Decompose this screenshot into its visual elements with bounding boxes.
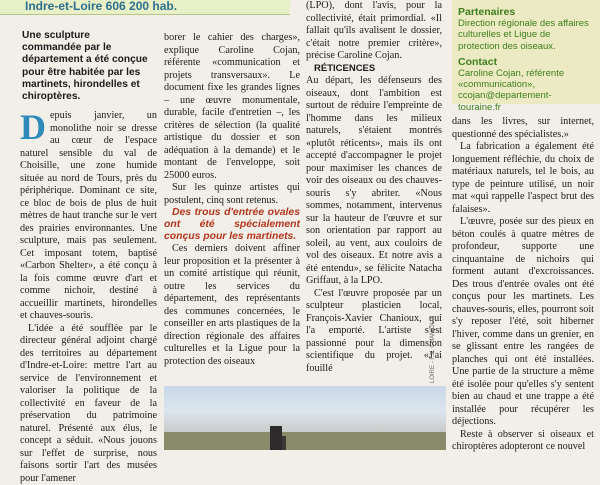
region-header-bar: [0, 0, 290, 15]
contact-title: Contact: [458, 56, 594, 68]
column4-paragraph: L'œuvre, posée sur des pieux en béton coulés à quatre mètres de profondeur, supporte une cinquantaine de nichoirs qui forment autant d'excroissances. Des trous d'entrée ovales ont été conçus pour les martinets. Les chauves-souris, elles, pourront soit s'y reposer l'été, soit hiberner l'hiver, comme dans un grenier, en se glissant entre les rangées de planches qui ont été installées. Une partie de la structure a même été isolée pour qu'elles s'y sentent bien au chaud et une trappe a été installée pour récupérer les déjections.: [452, 216, 594, 429]
drop-cap: D: [20, 112, 46, 142]
photo-totem: [270, 426, 282, 450]
article-column-3: [306, 0, 442, 375]
column2-paragraph: Sur les quinze artistes qui postulent, cinq sont retenus.: [164, 182, 300, 207]
article-column-1: [20, 110, 157, 485]
region-header-text: Indre-et-Loire 606 200 hab.: [25, 0, 177, 13]
partners-title: Partenaires: [458, 6, 594, 18]
article-lead: Une sculpture commandée par le département a été conçue pour être habitée par les martinets, hirondelles et chiroptères.: [22, 30, 150, 103]
totem-photo: [164, 386, 446, 450]
column3-paragraph: C'est l'œuvre proposée par un sculpteur plasticien local, François-Xavier Chanioux, qui l'a emporté. L'artiste s'est passionné pour la dimension scientifique du projet. «J'ai fouillé: [306, 288, 442, 376]
column3-paragraph: (LPO), dont l'avis, pour la collectivité, était primordial. «Il fallait qu'ils avalisent le dossier, c'était notre premier critère», précise Caroline Cojan.: [306, 0, 442, 63]
article-column-4: [452, 116, 594, 454]
pull-quote: Des trous d'entrée ovales ont été spécialement conçus pour les martinets.: [164, 207, 300, 243]
column3-paragraph: Au départ, les défenseurs des oiseaux, dont l'ambition est surtout de réduire l'empreinte de l'homme dans les milieux naturels, s'étaient montrés «plutôt réticents», mais ils ont accepté d'accompagner le projet pour maximiser les chances de voir des oiseaux ou des chauves-souris s'y abriter. «Nous sommes, notamment, intervenus sur la hauteur de l'œuvre et sur son orientation par rapport au soleil, au vent, aux couloirs de vol des oiseaux. Et notre avis a été entendu», se félicite Natacha Griffaut, à la LPO.: [306, 75, 442, 288]
column1-paragraph: L'idée a été soufflée par le directeur général adjoint chargé des territoires au département d'Indre-et-Loire: mettre l'art au service de l'environnement et valoriser la politique de la collectivité en faveur de la préservation du patrimoine naturel. Présenté aux élus, le concept a séduit. «Nous jouons sur l'effet de surprise, nous faisons sortir l'art des musées pour l'amener: [20, 323, 157, 485]
section-subhead: RÉTICENCES: [306, 63, 442, 76]
photo-illustration: [164, 386, 446, 450]
photo-totem-side: [282, 436, 286, 450]
column2-paragraph: borer le cahier des charges», explique Caroline Cojan, référente «communication et projets transversaux». Le document fixe les grandes lignes – une œuvre monumentale, durable, facile d'entretien –, les critères de sélection (la qualité artistique du dossier et son adéquation à la demande) et le montant de l'enveloppe, soit 25000 euros.: [164, 32, 300, 182]
column2-paragraph: Ces derniers doivent affiner leur proposition et la présenter à un comité artistique qui réunit, outre les services du département, des représentants des communes concernées, le conseiller en arts plastiques de la direction régionale des affaires culturelles et la Ligue pour la protection des oiseaux: [164, 243, 300, 368]
photo-ground: [164, 432, 446, 450]
contact-text: Caroline Cojan, référente «communication», ccojan@departement-touraine.fr: [458, 68, 594, 113]
column4-paragraph: dans les livres, sur internet, questionné des spécialistes.»: [452, 116, 594, 141]
info-sidebar: [452, 0, 600, 104]
column4-paragraph: Reste à observer si oiseaux et chiroptères adopteront ce nouvel: [452, 429, 594, 454]
article-column-2: [164, 32, 300, 368]
partners-text: Direction régionale des affaires culturelles et Ligue de protection des oiseaux.: [458, 18, 594, 52]
photo-credit: LOIRE - F.X. CHANIOUX: [430, 316, 436, 383]
column1-paragraph: Depuis janvier, un monolithe noir se dresse au cœur de l'espace naturel sensible du val de Choisille, une zone humide située au nord de Tours, près du périphérique. Dominant ce site, ce bloc de bois de plus de huit mètres de haut tranche sur le vert des prairies environnantes. Une sculpture, mais pas seulement. Cet imposant totem, baptisé «Carbon Shelter», a été conçu à la fois comme œuvre d'art et comme nichoir, destiné à accueillir martinets, hirondelles et chauves-souris.: [20, 110, 157, 323]
column4-paragraph: La fabrication a également été longuement réfléchie, du choix de matériaux naturels, tel le bois, au type de peinture utilisé, un noir mat «qui rappelle l'aspect brut des falaises».: [452, 141, 594, 216]
